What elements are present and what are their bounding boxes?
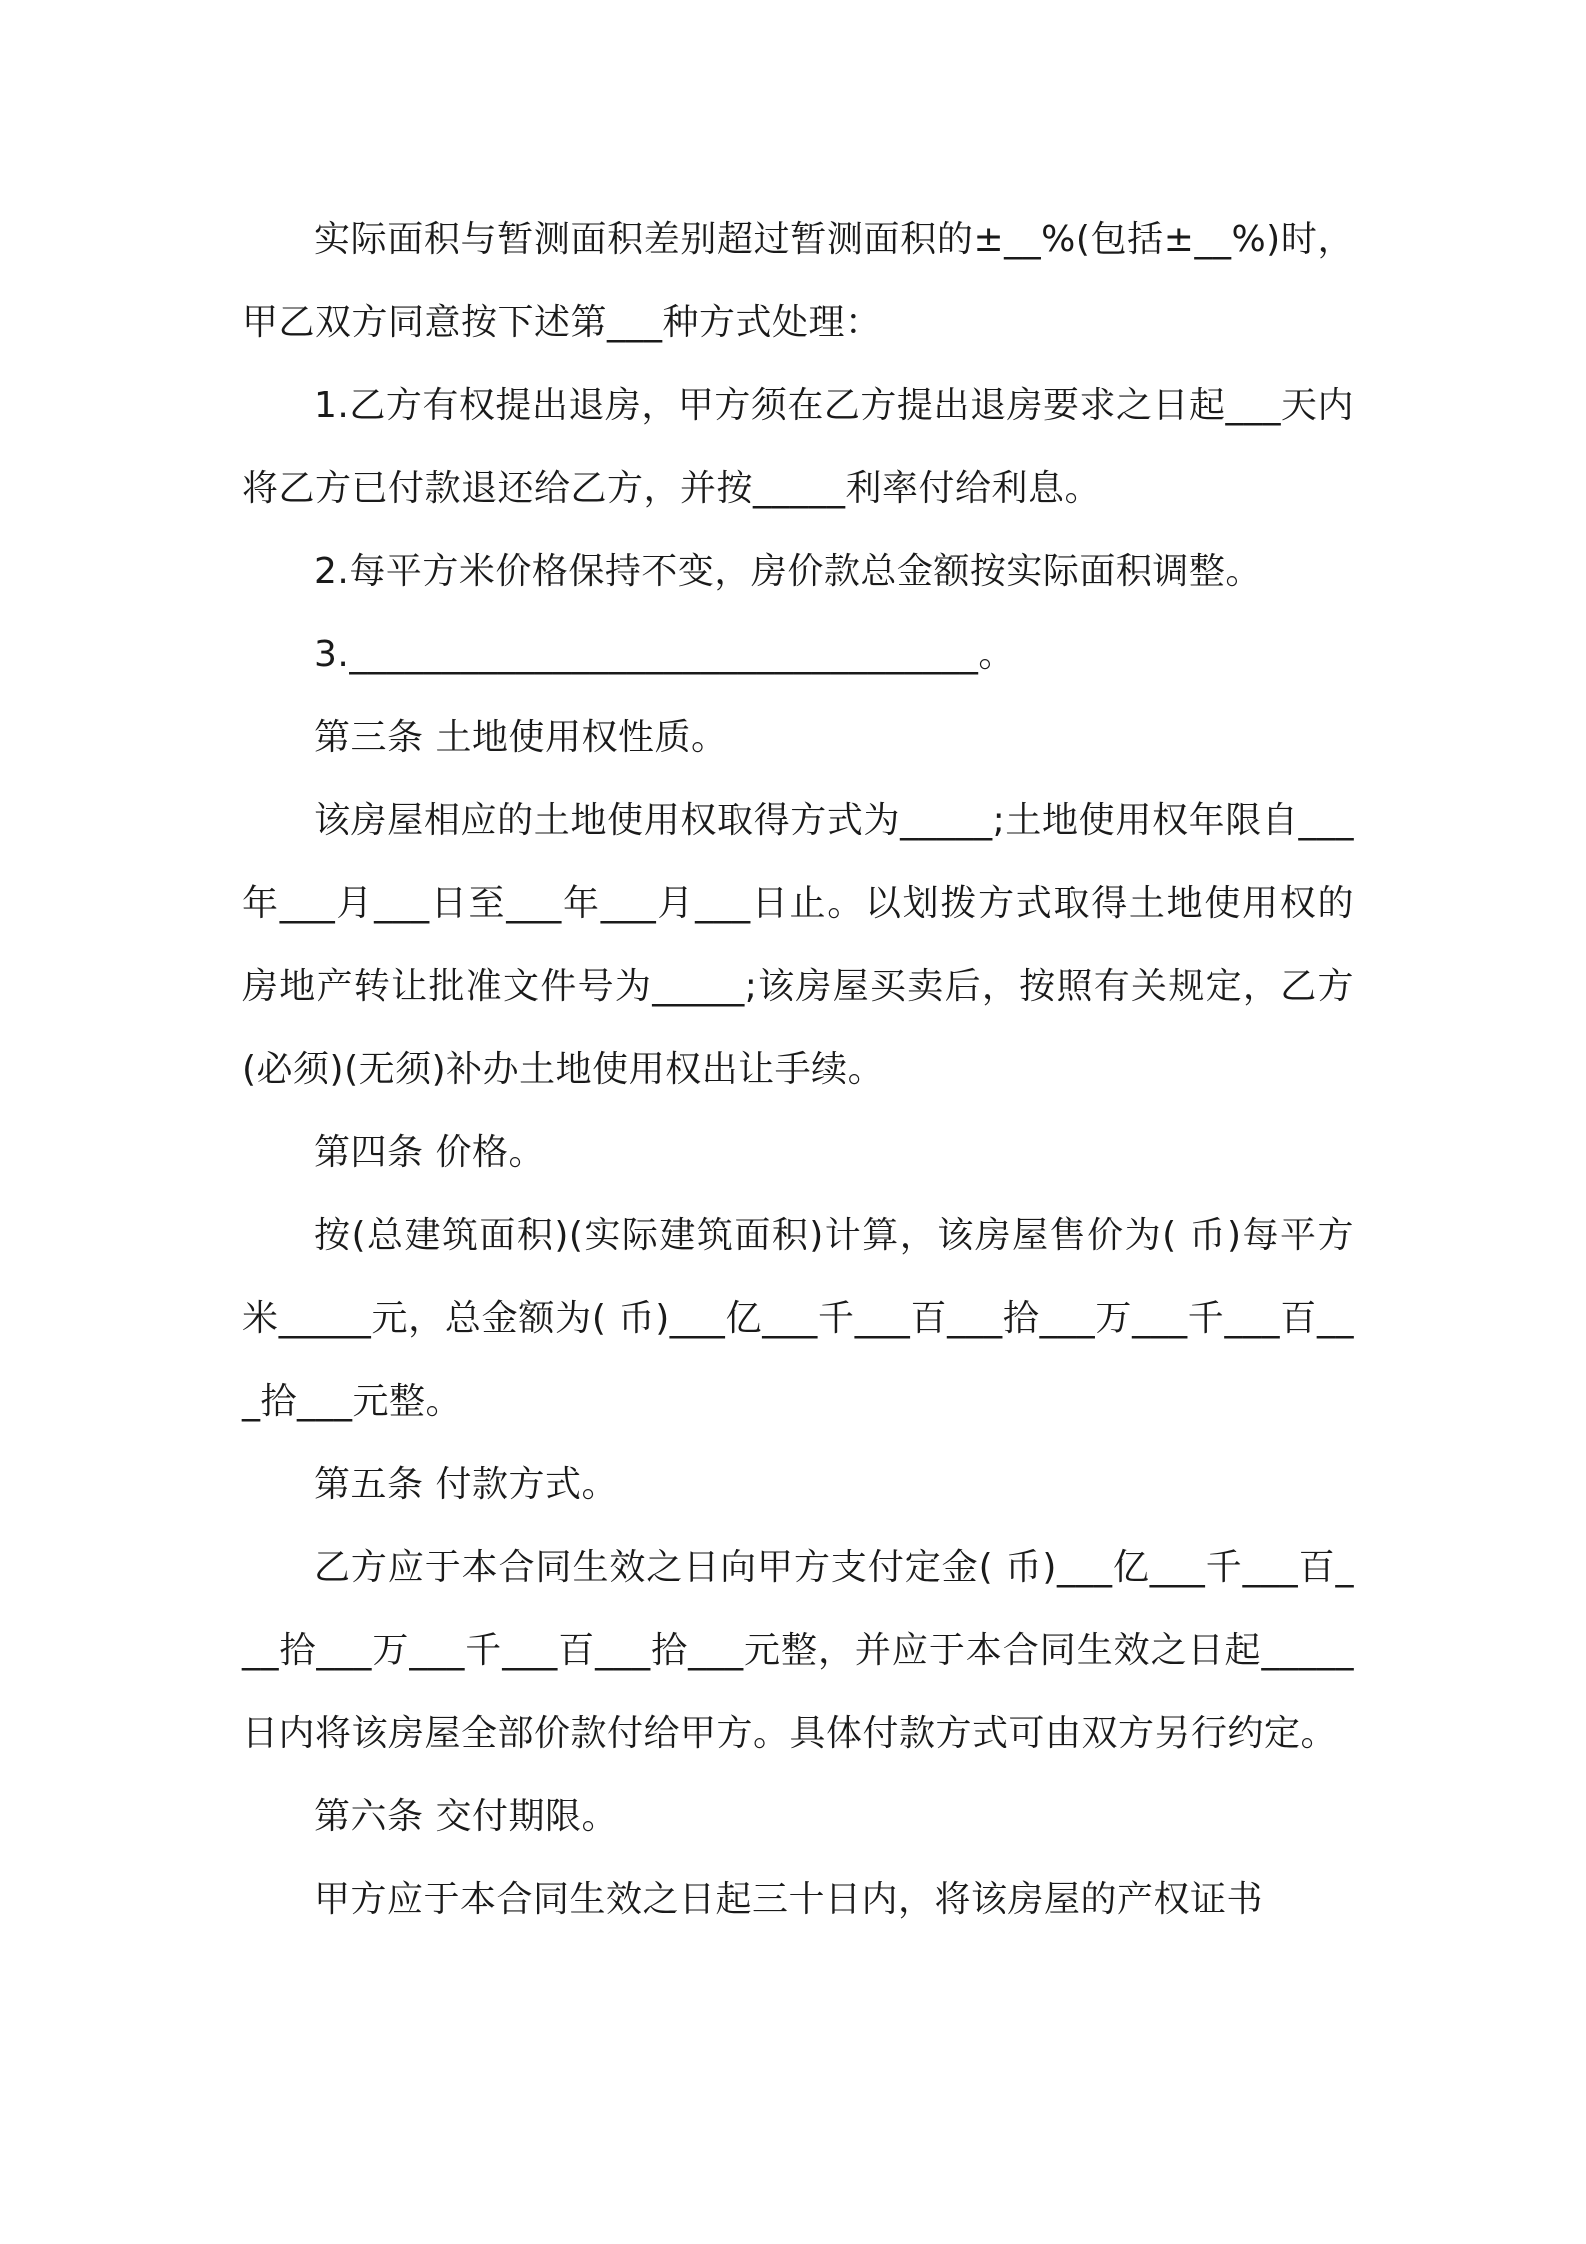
paragraph-price: 按(总建筑面积)(实际建筑面积)计算，该房屋售价为( 币)每平方米_____元，总金额为( 币)___亿___千___百___拾___万___千___百___拾___元整。 [242, 1215, 1354, 1422]
heading-article-6: 第六条 交付期限。 [314, 1796, 618, 1837]
paragraph-area-difference: 实际面积与暂测面积差别超过暂测面积的±__%(包括±__%)时，甲乙双方同意按下述第___种方式处理： [242, 219, 1354, 343]
paragraph-option-3-blank: 3.__________________________________。 [314, 634, 1015, 675]
document-body [242, 198, 1354, 1941]
paragraph-payment: 乙方应于本合同生效之日向甲方支付定金( 币)___亿___千___百___拾___万___千___百___拾___元整，并应于本合同生效之日起_____日内将该房屋全部价款付给甲方。具体付款方式可由双方另行约定。 [242, 1547, 1354, 1754]
paragraph-delivery: 甲方应于本合同生效之日起三十日内，将该房屋的产权证书 [314, 1879, 1264, 1920]
paragraph-option-1-refund: 1.乙方有权提出退房，甲方须在乙方提出退房要求之日起___天内将乙方已付款退还给乙方，并按_____利率付给利息。 [242, 385, 1354, 509]
heading-article-4: 第四条 价格。 [314, 1132, 545, 1173]
paragraph-land-use-right: 该房屋相应的土地使用权取得方式为_____;土地使用权年限自___年___月___日至___年___月___日止。以划拨方式取得土地使用权的房地产转让批准文件号为_____;该房屋买卖后，按照有关规定，乙方(必须)(无须)补办土地使用权出让手续。 [242, 800, 1354, 1090]
heading-article-5: 第五条 付款方式。 [314, 1464, 618, 1505]
paragraph-option-2-adjust: 2.每平方米价格保持不变，房价款总金额按实际面积调整。 [314, 551, 1262, 592]
heading-article-3: 第三条 土地使用权性质。 [314, 717, 728, 758]
